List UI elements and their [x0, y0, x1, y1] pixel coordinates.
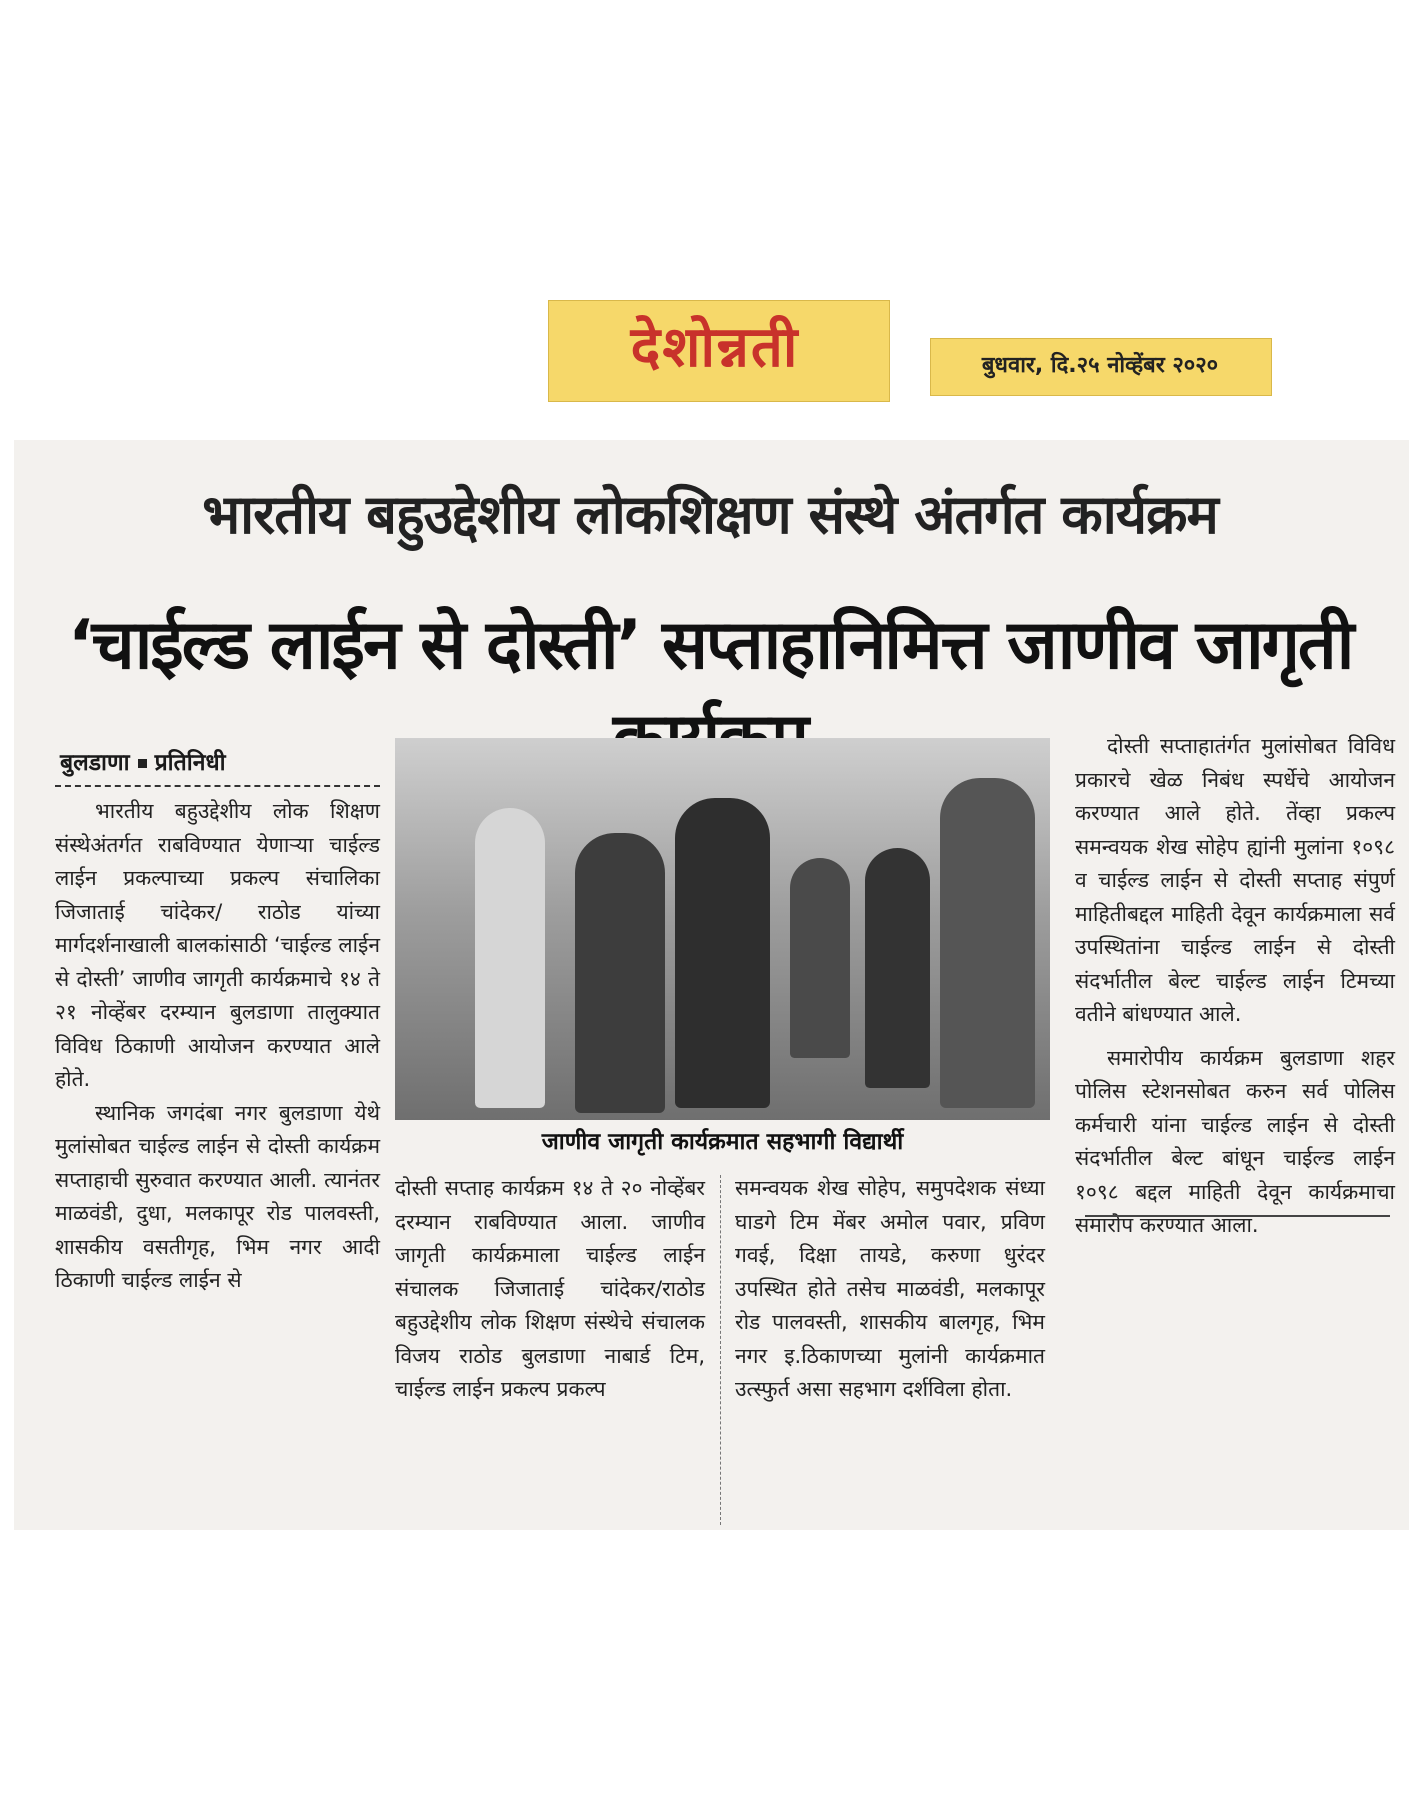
- byline-separator-icon: [138, 759, 147, 768]
- column-divider: [720, 1175, 721, 1525]
- column-4: [1075, 730, 1395, 1243]
- publication-date: बुधवार, दि.२५ नोव्हेंबर २०२०: [981, 353, 1219, 378]
- column-2-paragraph: दोस्ती सप्ताह कार्यक्रम १४ ते २० नोव्हेंबर दरम्यान राबविण्यात आला. जाणीव जागृती कार्यक्रमाला चाईल्ड लाईन संचालक जिजाताई चांदेकर/राठोड बहुउद्देशीय लोक शिक्षण संस्थेचे संचालक विजय राठोड बुलडाणा नाबार्ड टिम, चाईल्ड लाईन प्रकल्प प्रकल्प: [395, 1176, 705, 1401]
- byline-role: प्रतिनिधी: [154, 750, 226, 776]
- byline: [60, 745, 380, 777]
- column-4-rule: [1085, 1215, 1390, 1217]
- byline-rule: [55, 785, 380, 787]
- headline-main: ‘चाईल्ड लाईन से दोस्ती’ सप्ताहानिमित्त जाणीव जागृती: [67, 606, 1353, 685]
- byline-place: बुलडाणा: [60, 750, 130, 776]
- newspaper-logo: देशोन्नती: [630, 315, 800, 380]
- column-1-paragraph-1: भारतीय बहुउद्देशीय लोक शिक्षण संस्थेअंतर्गत राबविण्यात येणाऱ्या चाईल्ड लाईन प्रकल्पाच्या प्रकल्प संचालिका जिजाताई चांदेकर/ राठोड यांच्या मार्गदर्शनाखाली बालकांसाठी ‘चाईल्ड लाईन से दोस्ती’ जाणीव जागृती कार्यक्रमाचे १४ ते २१ नोव्हेंबर दरम्यान बुलडाणा तालुक्यात विविध ठिकाणी आयोजन करण्यात आले होते.: [55, 799, 380, 1091]
- column-1: [55, 795, 380, 1298]
- column-2: [395, 1172, 705, 1407]
- column-3-paragraph: समन्वयक शेख सोहेप, समुपदेशक संध्या घाडगे टिम मेंबर अमोल पवार, प्रविण गवई, दिक्षा तायडे, करुणा धुरंदर उपस्थित होते तसेच माळवंडी, मलकापूर रोड पालवस्ती, शासकीय बालगृह, भिम नगर इ.ठिकाणच्या मुलांनी कार्यक्रमात उत्स्फुर्त असा सहभाग दर्शविला होता.: [735, 1176, 1045, 1401]
- photo-caption: जाणीव जागृती कार्यक्रमात सहभागी विद्यार्थी: [541, 1129, 904, 1155]
- headline-top: भारतीय बहुउद्देशीय लोकशिक्षण संस्थे अंतर्गत कार्यक्रम: [202, 483, 1218, 546]
- column-4-paragraph-1: दोस्ती सप्ताहातंर्गत मुलांसोबत विविध प्रकारचे खेळ निबंध स्पर्धेचे आयोजन करण्यात आले होते. तेंव्हा प्रकल्प समन्वयक शेख सोहेप ह्यांनी मुलांना १०९८ व चाईल्ड लाईन से दोस्ती सप्ताह संपुर्ण माहितीबद्दल माहिती देवून कार्यक्रमाला सर्व उपस्थितांना चाईल्ड लाईन से दोस्ती संदर्भातील बेल्ट चाईल्ड लाईन टिमच्या वतीने बांधण्यात आले.: [1075, 734, 1395, 1026]
- article-photo: [395, 738, 1050, 1120]
- column-3: [735, 1172, 1045, 1407]
- column-1-paragraph-2: स्थानिक जगदंबा नगर बुलडाणा येथे मुलांसोबत चाईल्ड लाईन से दोस्ती कार्यक्रम सप्ताहाची सुरुवात करण्यात आली. त्यानंतर माळवंडी, दुधा, मलकापूर रोड पालवस्ती, शासकीय वसतीगृह, भिम नगर आदी ठिकाणी चाईल्ड लाईन से: [55, 1100, 380, 1292]
- column-4-paragraph-2: समारोपीय कार्यक्रम बुलडाणा शहर पोलिस स्टेशनसोबत करुन सर्व पोलिस कर्मचारी यांना चाईल्ड लाईन से दोस्ती संदर्भातील बेल्ट बांधून चाईल्ड लाईन १०९८ बद्दल माहिती देवून कार्यक्रमाचा समारोप करण्यात आला.: [1075, 1045, 1395, 1237]
